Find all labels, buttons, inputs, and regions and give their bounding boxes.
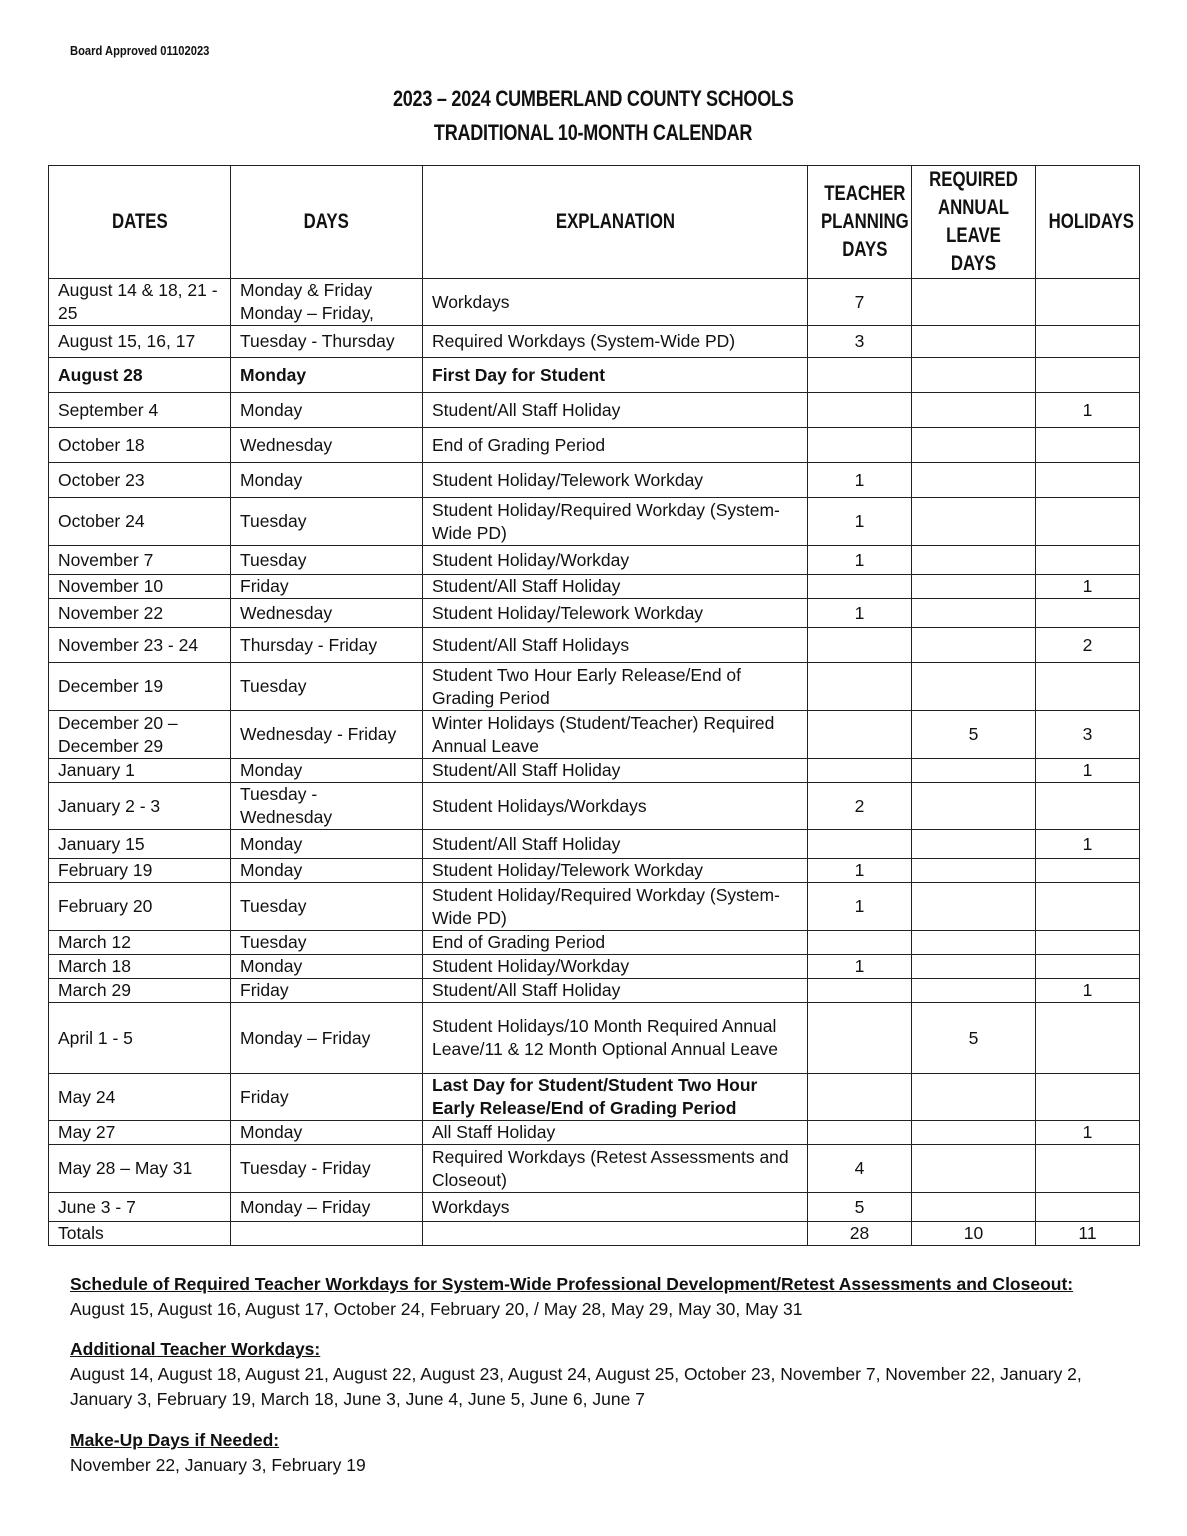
column-header-required-leave: REQUIRED ANNUAL LEAVE DAYS [912, 166, 1036, 279]
planning-days-cell: 1 [808, 498, 912, 546]
date-cell: February 20 [49, 883, 231, 931]
days-cell: Tuesday [231, 663, 423, 711]
table-row [49, 859, 1140, 883]
planning-days-cell [808, 358, 912, 393]
planning-days-cell [808, 830, 912, 859]
days-cell: Monday [231, 859, 423, 883]
date-cell: May 28 – May 31 [49, 1145, 231, 1193]
date-cell: December 20 – December 29 [49, 711, 231, 759]
date-cell: October 18 [49, 428, 231, 463]
calendar-body [49, 279, 1140, 1246]
leave-days-cell [912, 1074, 1036, 1121]
planning-days-cell: 1 [808, 463, 912, 498]
planning-days-cell [808, 1121, 912, 1145]
days-cell: Monday – Friday [231, 1003, 423, 1074]
date-cell: September 4 [49, 393, 231, 428]
holidays-cell [1036, 463, 1140, 498]
days-cell: Tuesday - Wednesday [231, 783, 423, 830]
column-header-dates: DATES [49, 166, 231, 279]
date-cell: May 24 [49, 1074, 231, 1121]
leave-days-cell [912, 279, 1036, 326]
explanation-cell: Student Two Hour Early Release/End of Grading Period [423, 663, 808, 711]
planning-days-cell [808, 628, 912, 663]
holidays-cell: 1 [1036, 979, 1140, 1003]
leave-days-cell [912, 546, 1036, 575]
holidays-cell [1036, 358, 1140, 393]
days-cell: Thursday - Friday [231, 628, 423, 663]
explanation-cell: End of Grading Period [423, 931, 808, 955]
holidays-cell: 1 [1036, 1121, 1140, 1145]
days-cell: Monday & Friday Monday – Friday, [231, 279, 423, 326]
explanation-cell: Student/All Staff Holiday [423, 393, 808, 428]
explanation-cell: Student Holiday/Workday [423, 546, 808, 575]
table-row [49, 358, 1140, 393]
holidays-cell: 1 [1036, 393, 1140, 428]
date-cell: December 19 [49, 663, 231, 711]
planning-days-cell [808, 663, 912, 711]
holidays-cell [1036, 428, 1140, 463]
days-cell: Friday [231, 979, 423, 1003]
additional-workdays-dates: August 14, August 18, August 21, August 22, August 23, August 24, August 25, October 23, November 7, November 22, January 2, January 3, February 19, March 18, June 3, June 4, June 5, June 6, June 7 [70, 1364, 1082, 1409]
days-cell: Monday [231, 463, 423, 498]
explanation-cell: Winter Holidays (Student/Teacher) Required Annual Leave [423, 711, 808, 759]
board-approval-note: Board Approved 01102023 [70, 43, 210, 58]
explanation-cell: Student/All Staff Holiday [423, 759, 808, 783]
leave-days-cell [912, 759, 1036, 783]
explanation-cell: Student Holidays/10 Month Required Annual Leave/11 & 12 Month Optional Annual Leave [423, 1003, 808, 1074]
holidays-cell [1036, 279, 1140, 326]
explanation-cell: Last Day for Student/Student Two Hour Early Release/End of Grading Period [423, 1074, 808, 1121]
additional-workdays-section [70, 1337, 1130, 1412]
days-cell: Friday [231, 575, 423, 599]
date-cell: March 12 [49, 931, 231, 955]
totals-label: Totals [49, 1222, 231, 1246]
explanation-cell: Student/All Staff Holidays [423, 628, 808, 663]
total-holidays: 11 [1036, 1222, 1140, 1246]
makeup-days-dates: November 22, January 3, February 19 [70, 1455, 366, 1475]
planning-days-cell: 1 [808, 883, 912, 931]
planning-days-cell [808, 759, 912, 783]
column-header-holidays: HOLIDAYS [1036, 166, 1140, 279]
total-planning-days: 28 [808, 1222, 912, 1246]
leave-days-cell [912, 428, 1036, 463]
totals-row [49, 1222, 1140, 1246]
explanation-cell: Student Holidays/Workdays [423, 783, 808, 830]
column-header-explanation: EXPLANATION [423, 166, 808, 279]
date-cell: November 22 [49, 599, 231, 628]
pd-workdays-section [70, 1272, 1130, 1322]
empty-cell [423, 1222, 808, 1246]
holidays-cell [1036, 1074, 1140, 1121]
planning-days-cell [808, 979, 912, 1003]
days-cell: Tuesday - Thursday [231, 326, 423, 358]
date-cell: January 2 - 3 [49, 783, 231, 830]
days-cell: Monday [231, 393, 423, 428]
table-row [49, 663, 1140, 711]
explanation-cell: Student/All Staff Holiday [423, 830, 808, 859]
explanation-cell: Student Holiday/Telework Workday [423, 859, 808, 883]
calendar-table [48, 165, 1140, 1246]
date-cell: November 10 [49, 575, 231, 599]
table-row [49, 979, 1140, 1003]
days-cell: Monday [231, 358, 423, 393]
explanation-cell: First Day for Student [423, 358, 808, 393]
planning-days-cell: 5 [808, 1193, 912, 1222]
table-row [49, 931, 1140, 955]
holidays-cell [1036, 931, 1140, 955]
total-leave-days: 10 [912, 1222, 1036, 1246]
page-subtitle [0, 120, 1187, 146]
holidays-cell [1036, 599, 1140, 628]
leave-days-cell [912, 393, 1036, 428]
holidays-cell: 1 [1036, 575, 1140, 599]
table-row [49, 1074, 1140, 1121]
date-cell: October 23 [49, 463, 231, 498]
table-row [49, 955, 1140, 979]
planning-days-cell: 1 [808, 955, 912, 979]
table-row [49, 428, 1140, 463]
planning-days-cell: 7 [808, 279, 912, 326]
leave-days-cell [912, 830, 1036, 859]
table-row [49, 279, 1140, 326]
table-row [49, 599, 1140, 628]
date-cell: August 14 & 18, 21 - 25 [49, 279, 231, 326]
leave-days-cell [912, 955, 1036, 979]
table-row [49, 498, 1140, 546]
date-cell: August 28 [49, 358, 231, 393]
makeup-days-section [70, 1428, 1130, 1478]
holidays-cell [1036, 546, 1140, 575]
holidays-cell [1036, 1193, 1140, 1222]
date-cell: March 29 [49, 979, 231, 1003]
additional-workdays-heading: Additional Teacher Workdays: [70, 1339, 321, 1359]
holidays-cell [1036, 326, 1140, 358]
planning-days-cell: 1 [808, 599, 912, 628]
table-row [49, 1193, 1140, 1222]
title-line-2: TRADITIONAL 10-MONTH CALENDAR [434, 120, 753, 145]
date-cell: November 7 [49, 546, 231, 575]
table-row [49, 1003, 1140, 1074]
planning-days-cell [808, 931, 912, 955]
pd-workdays-heading: Schedule of Required Teacher Workdays for System-Wide Professional Development/Retest Assessments and Closeout: [70, 1274, 1074, 1294]
pd-workdays-dates: August 15, August 16, August 17, October 24, February 20, / May 28, May 29, May 30, May 31 [70, 1299, 803, 1319]
days-cell: Monday [231, 955, 423, 979]
days-cell: Monday – Friday [231, 1193, 423, 1222]
table-row [49, 393, 1140, 428]
table-row [49, 575, 1140, 599]
holidays-cell: 1 [1036, 759, 1140, 783]
date-cell: June 3 - 7 [49, 1193, 231, 1222]
holidays-cell [1036, 859, 1140, 883]
holidays-cell [1036, 783, 1140, 830]
column-header-teacher-planning: TEACHER PLANNING DAYS [808, 166, 912, 279]
date-cell: February 19 [49, 859, 231, 883]
planning-days-cell [808, 711, 912, 759]
days-cell: Wednesday [231, 599, 423, 628]
table-header-row [49, 166, 1140, 279]
leave-days-cell [912, 979, 1036, 1003]
explanation-cell: Workdays [423, 279, 808, 326]
leave-days-cell [912, 859, 1036, 883]
explanation-cell: Student Holiday/Required Workday (System-Wide PD) [423, 883, 808, 931]
explanation-cell: Student Holiday/Telework Workday [423, 463, 808, 498]
explanation-cell: Student Holiday/Workday [423, 955, 808, 979]
table-row [49, 759, 1140, 783]
days-cell: Wednesday [231, 428, 423, 463]
leave-days-cell: 5 [912, 711, 1036, 759]
planning-days-cell [808, 1003, 912, 1074]
date-cell: January 15 [49, 830, 231, 859]
empty-cell [231, 1222, 423, 1246]
date-cell: May 27 [49, 1121, 231, 1145]
table-row [49, 1121, 1140, 1145]
days-cell: Tuesday - Friday [231, 1145, 423, 1193]
days-cell: Monday [231, 759, 423, 783]
planning-days-cell: 4 [808, 1145, 912, 1193]
leave-days-cell [912, 931, 1036, 955]
date-cell: January 1 [49, 759, 231, 783]
days-cell: Wednesday - Friday [231, 711, 423, 759]
table-row [49, 830, 1140, 859]
leave-days-cell [912, 498, 1036, 546]
explanation-cell: Student/All Staff Holiday [423, 575, 808, 599]
leave-days-cell [912, 358, 1036, 393]
planning-days-cell [808, 575, 912, 599]
explanation-cell: End of Grading Period [423, 428, 808, 463]
leave-days-cell: 5 [912, 1003, 1036, 1074]
holidays-cell [1036, 663, 1140, 711]
leave-days-cell [912, 463, 1036, 498]
planning-days-cell [808, 1074, 912, 1121]
table-row [49, 711, 1140, 759]
leave-days-cell [912, 783, 1036, 830]
planning-days-cell: 1 [808, 859, 912, 883]
holidays-cell [1036, 955, 1140, 979]
date-cell: April 1 - 5 [49, 1003, 231, 1074]
planning-days-cell: 3 [808, 326, 912, 358]
table-row [49, 546, 1140, 575]
leave-days-cell [912, 326, 1036, 358]
leave-days-cell [912, 575, 1036, 599]
table-row [49, 783, 1140, 830]
planning-days-cell: 1 [808, 546, 912, 575]
table-row [49, 883, 1140, 931]
planning-days-cell [808, 393, 912, 428]
holidays-cell [1036, 883, 1140, 931]
leave-days-cell [912, 628, 1036, 663]
days-cell: Friday [231, 1074, 423, 1121]
days-cell: Monday [231, 1121, 423, 1145]
explanation-cell: Student/All Staff Holiday [423, 979, 808, 1003]
date-cell: November 23 - 24 [49, 628, 231, 663]
holidays-cell: 3 [1036, 711, 1140, 759]
holidays-cell [1036, 1003, 1140, 1074]
holidays-cell [1036, 1145, 1140, 1193]
holidays-cell [1036, 498, 1140, 546]
days-cell: Tuesday [231, 883, 423, 931]
page-title [0, 86, 1187, 112]
planning-days-cell: 2 [808, 783, 912, 830]
explanation-cell: Student Holiday/Required Workday (System-Wide PD) [423, 498, 808, 546]
leave-days-cell [912, 1145, 1036, 1193]
explanation-cell: Required Workdays (System-Wide PD) [423, 326, 808, 358]
makeup-days-heading: Make-Up Days if Needed: [70, 1430, 280, 1450]
leave-days-cell [912, 599, 1036, 628]
leave-days-cell [912, 1193, 1036, 1222]
planning-days-cell [808, 428, 912, 463]
holidays-cell: 1 [1036, 830, 1140, 859]
table-row [49, 628, 1140, 663]
holidays-cell: 2 [1036, 628, 1140, 663]
column-header-days: DAYS [231, 166, 423, 279]
date-cell: March 18 [49, 955, 231, 979]
days-cell: Tuesday [231, 546, 423, 575]
leave-days-cell [912, 1121, 1036, 1145]
days-cell: Tuesday [231, 931, 423, 955]
explanation-cell: Student Holiday/Telework Workday [423, 599, 808, 628]
explanation-cell: All Staff Holiday [423, 1121, 808, 1145]
table-row [49, 463, 1140, 498]
date-cell: October 24 [49, 498, 231, 546]
title-line-1: 2023 – 2024 CUMBERLAND COUNTY SCHOOLS [393, 86, 794, 111]
days-cell: Monday [231, 830, 423, 859]
explanation-cell: Workdays [423, 1193, 808, 1222]
table-row [49, 326, 1140, 358]
leave-days-cell [912, 663, 1036, 711]
days-cell: Tuesday [231, 498, 423, 546]
explanation-cell: Required Workdays (Retest Assessments and Closeout) [423, 1145, 808, 1193]
leave-days-cell [912, 883, 1036, 931]
date-cell: August 15, 16, 17 [49, 326, 231, 358]
table-row [49, 1145, 1140, 1193]
